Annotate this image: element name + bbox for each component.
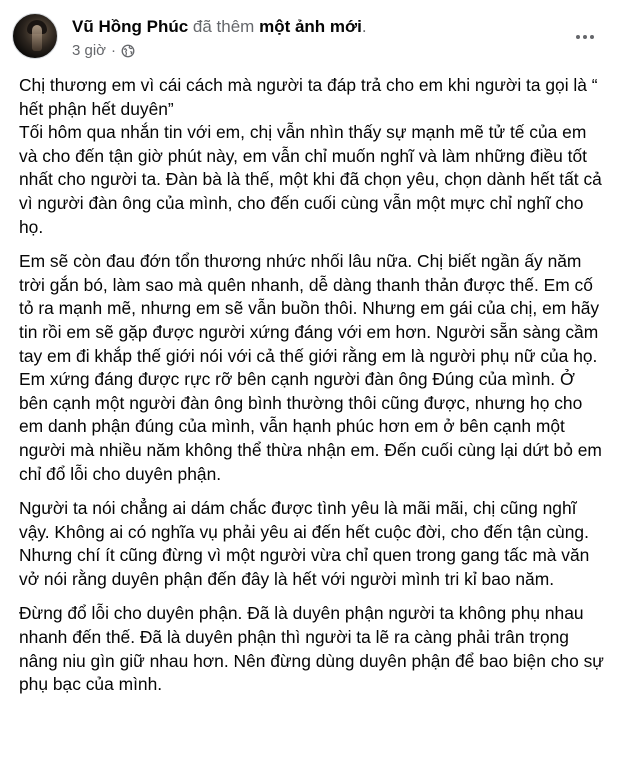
dot [583,35,587,39]
meta-separator: · [111,42,117,59]
avatar[interactable] [12,13,58,59]
post-content [19,74,607,708]
post-paragraph: Chị thương em vì cái cách mà người ta đáp trả cho em khi người ta gọi là “ hết phận hết duyên” Tối hôm qua nhắn tin với em, chị vẫn nhìn thấy sự mạnh mẽ tử tế của em và cho đến tận giờ phút này, em vẫn chỉ muốn nghĩ và làm những điều tốt nhất cho người ta. Đàn bà là thế, một khi đã chọn yêu, chọn dành hết tất cả vì người đàn ông của mình, cho đến cuối cùng vẫn một mực chỉ nghĩ cho họ. [19,75,602,237]
post-action [193,17,367,36]
post-title-line [72,17,367,37]
post-header [12,11,608,61]
avatar-figure [32,25,42,51]
author-name[interactable]: Vũ Hồng Phúc [72,17,189,36]
post-timestamp[interactable]: 3 giờ [72,42,107,59]
more-options-icon[interactable] [570,27,600,47]
action-prefix: đã thêm [192,17,255,36]
post-meta [72,42,135,60]
globe-icon[interactable] [121,44,135,58]
post-paragraph: Em sẽ còn đau đớn tổn thương nhức nhối lâu nữa. Chị biết ngần ấy năm trời gắn bó, làm sao mà quên nhanh, dễ dàng thanh thản được thế. Em cố tỏ ra mạnh mẽ, nhưng em sẽ vẫn buồn thôi. Nhưng em gái của chị, em hãy tin rồi em sẽ gặp được người xứng đáng với em hơn. Người sẵn sàng cầm tay em đi khắp thế giới nói với cả thế giới rằng em là người phụ nữ của họ. Em xứng đáng được rực rỡ bên cạnh người đàn ông Đúng của mình. Ở bên cạnh một người đàn ông bình thường thôi cũng được, nhưng họ cho em danh phận đúng của mình, vẫn hạnh phúc hơn em ở bên cạnh một người mà nhiều năm không thể thừa nhận em. Đến cuối cùng lại dứt bỏ em chỉ đổ lỗi cho duyên phận. [19,251,607,484]
dot [590,35,594,39]
post-paragraph: Người ta nói chẳng ai dám chắc được tình yêu là mãi mãi, chị cũng nghĩ vậy. Không ai có nghĩa vụ phải yêu ai đến hết cuộc đời, cho đến tận cùng. Nhưng chí ít cũng đừng vì một người vừa chỉ quen trong gang tấc mà văn vở nói rằng duyên phận đến đây là hết với người mình tri kỉ bao năm. [19,498,595,589]
action-object[interactable]: một ảnh mới [259,17,362,36]
post-paragraph: Đừng đổ lỗi cho duyên phận. Đã là duyên phận người ta không phụ nhau nhanh đến thế. Đã là duyên phận thì người ta lẽ ra càng phải trân trọng nâng niu gìn giữ nhau hơn. Nên đừng dùng duyên phận để bao biện cho sự phụ bạc của mình. [19,603,609,695]
action-suffix: . [361,17,367,36]
dot [576,35,580,39]
